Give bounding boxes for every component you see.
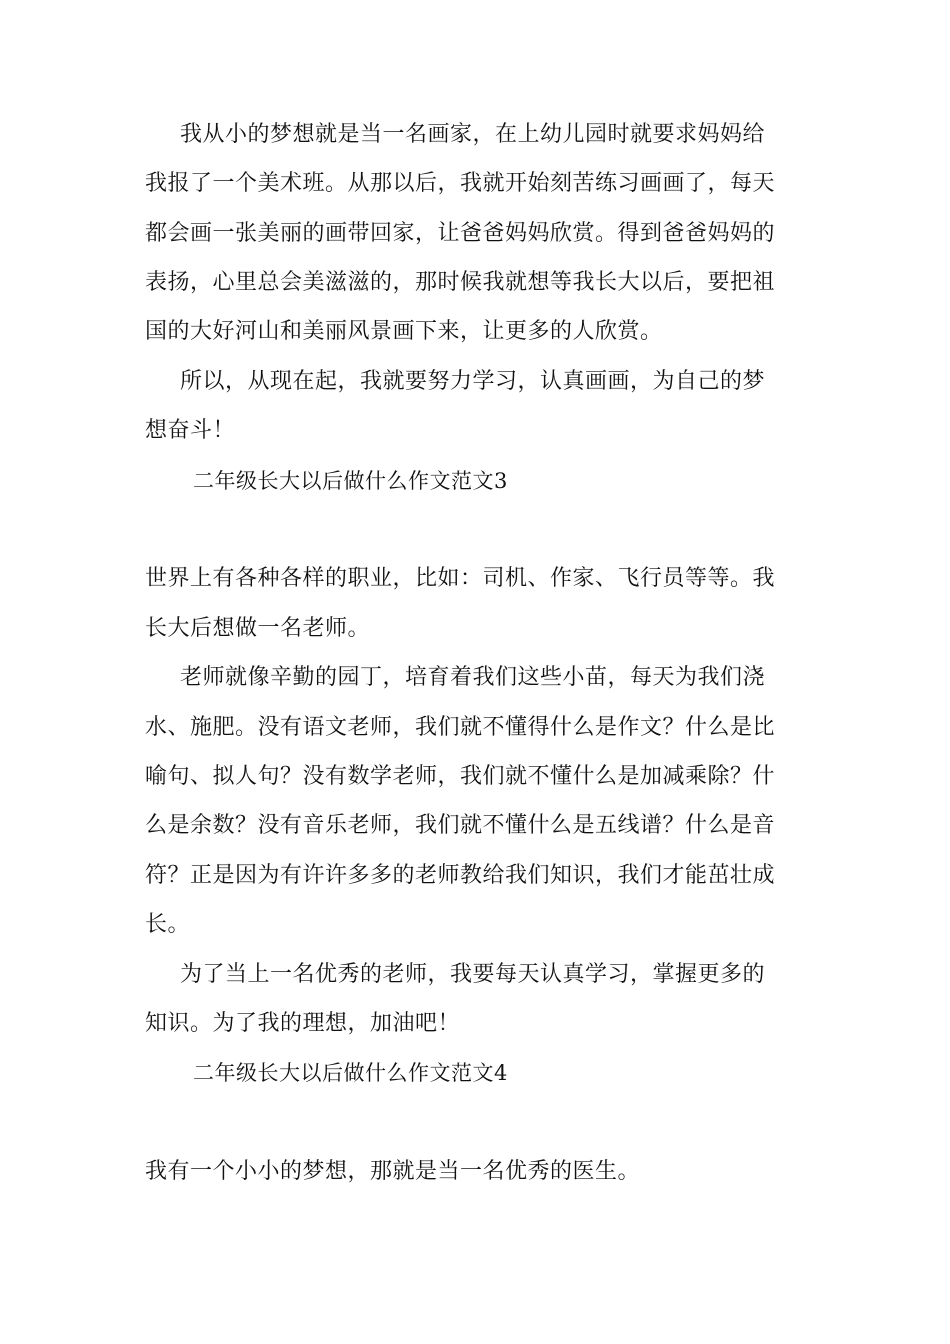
paragraph-line: 国的大好河山和美丽风景画下来，让更多的人欣赏。 (145, 319, 663, 344)
paragraph-line: 老师就像辛勤的园丁，培育着我们这些小苗，每天为我们浇 (180, 665, 766, 690)
paragraph-line: 所以，从现在起，我就要努力学习，认真画画，为自己的梦 (180, 369, 766, 394)
paragraph-line: 我报了一个美术班。从那以后，我就开始刻苦练习画画了，每天 (145, 171, 776, 196)
paragraph-line: 喻句、拟人句？没有数学老师，我们就不懂什么是加减乘除？什 (145, 764, 776, 789)
paragraph-line: 为了当上一名优秀的老师，我要每天认真学习，掌握更多的 (180, 962, 766, 987)
paragraph-line: 长大后想做一名老师。 (145, 616, 371, 641)
section-heading: 二年级长大以后做什么作文范文4 (193, 1061, 508, 1085)
paragraph-line: 都会画一张美丽的画带回家，让爸爸妈妈欣赏。得到爸爸妈妈的 (145, 221, 776, 246)
paragraph-line: 长。 (145, 912, 191, 937)
paragraph-line: 我有一个小小的梦想，那就是当一名优秀的医生。 (145, 1159, 641, 1184)
paragraph-line: 表扬，心里总会美滋滋的，那时候我就想等我长大以后，要把祖 (145, 270, 776, 295)
section-heading: 二年级长大以后做什么作文范文3 (193, 469, 508, 493)
paragraph-line: 世界上有各种各样的职业，比如：司机、作家、飞行员等等。我 (145, 566, 776, 591)
paragraph-line: 想奋斗！ (145, 418, 236, 443)
paragraph-line: 符？正是因为有许许多多的老师教给我们知识，我们才能茁壮成 (145, 863, 776, 888)
paragraph-line: 我从小的梦想就是当一名画家，在上幼儿园时就要求妈妈给 (180, 122, 766, 147)
paragraph-line: 么是余数？没有音乐老师，我们就不懂什么是五线谱？什么是音 (145, 813, 776, 838)
paragraph-line: 水、施肥。没有语文老师，我们就不懂得什么是作文？什么是比 (145, 715, 776, 740)
paragraph-line: 知识。为了我的理想，加油吧！ (145, 1011, 461, 1036)
